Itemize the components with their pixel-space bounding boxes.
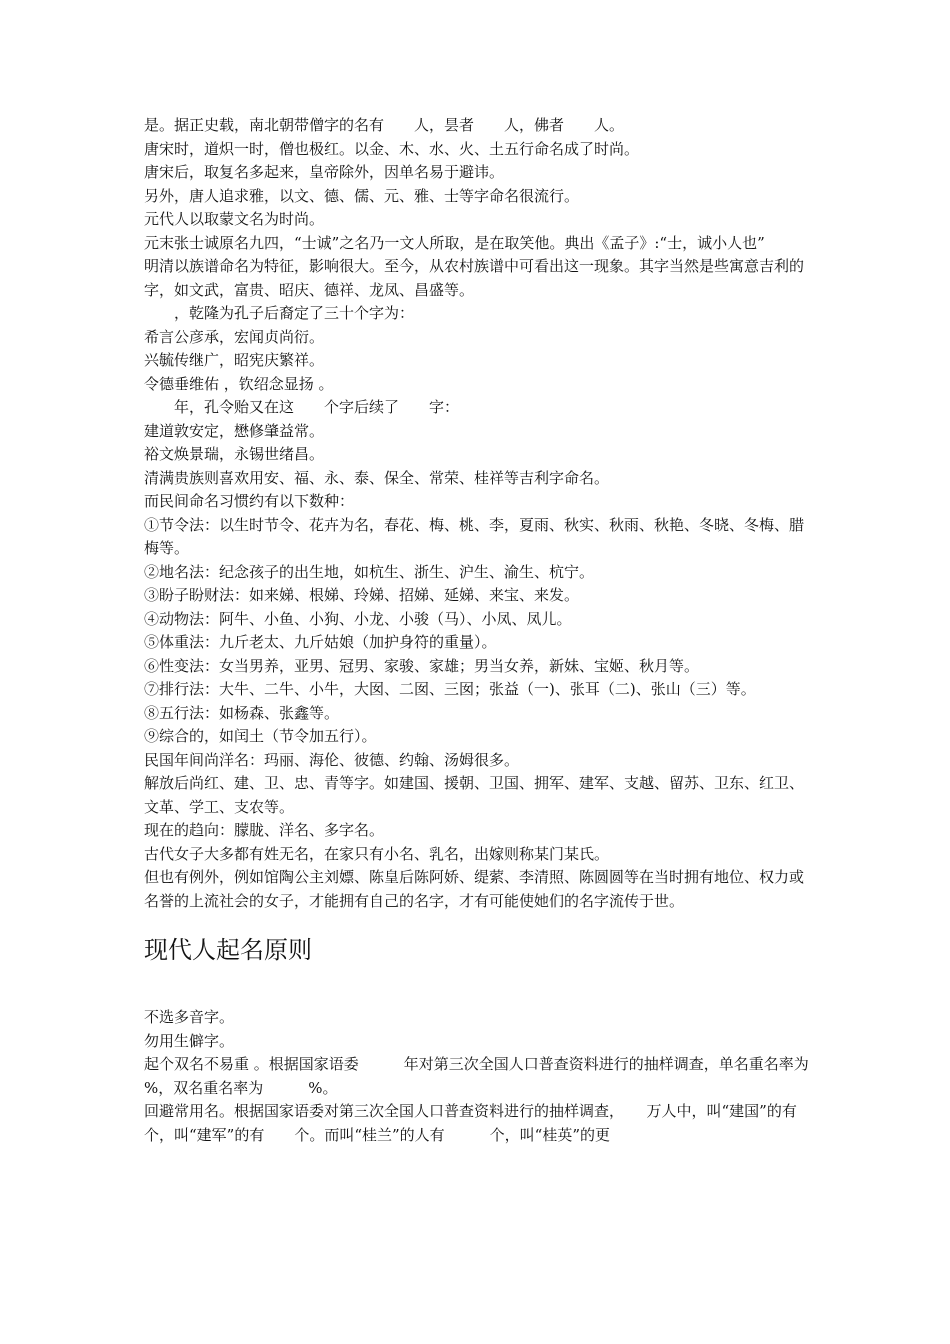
paragraph: 解放后尚红、建、卫、忠、青等字。如建国、援朝、卫国、拥军、建军、支越、留苏、卫东、红卫、文革、学工、支农等。 — [144, 774, 805, 816]
list-item: ①节令法：以生时节令、花卉为名，春花、梅、桃、李，夏雨、秋实、秋雨、秋艳、冬晓、冬梅、腊梅等。 — [144, 515, 805, 557]
paragraph: 民国年间尚洋名：玛丽、海伦、彼德、约翰、汤姆很多。 — [144, 750, 520, 769]
verse-line: 希言公彦承，宏闻贞尚衍。 — [144, 327, 325, 346]
list-item: ⑧五行法：如杨森、张鑫等。 — [144, 703, 340, 722]
list-item: ⑥性变法：女当男养，亚男、冠男、家骏、家雄；男当女养，新妹、宝姬、秋月等。 — [144, 656, 700, 675]
list-item: ③盼子盼财法：如来娣、根娣、玲娣、招娣、延娣、来宝、来发。 — [144, 586, 580, 604]
paragraph: 起个双名不易重 。根据国家语委 年对第三次全国人口普查资料进行的抽样调查，单名重名率为 %，双名重名率为 %。 — [144, 1055, 854, 1097]
verse-line: 裕文焕景瑞，永锡世绪昌。 — [144, 445, 325, 463]
spacer — [144, 968, 814, 1006]
list-item: ⑦排行法：大牛、二牛、小牛，大囡、二囡、三囡；张益（一)、张耳（二)、张山（三）等。 — [144, 680, 756, 698]
paragraph: 元代人以取蒙文名为时尚。 — [144, 210, 325, 228]
paragraph: 年，孔令贻又在这 个字后续了 字： — [144, 398, 460, 416]
list-item: ⑨综合的，如闰土（节令加五行）。 — [144, 727, 377, 745]
section-heading: 现代人起名原则 — [144, 936, 312, 964]
paragraph: 另外，唐人追求雅，以文、德、儒、元、雅、士等字命名很流行。 — [144, 186, 580, 205]
paragraph: 唐宋后，取复名多起来，皇帝除外，因单名易于避讳。 — [144, 163, 505, 181]
paragraph: 而民间命名习惯约有以下数种： — [144, 492, 355, 510]
list-item: ②地名法：纪念孩子的出生地，如杭生、浙生、沪生、渝生、杭宁。 — [144, 562, 595, 581]
paragraph: ，乾隆为孔子后裔定了三十个字为： — [144, 304, 415, 322]
paragraph: 勿用生僻字。 — [144, 1031, 235, 1050]
paragraph: 不选多音字。 — [144, 1008, 235, 1026]
paragraph: 明清以族谱命名为特征，影响很大。至今，从农村族谱中可看出这一现象。其字当然是些寓意吉利的字，如文武，富贵、昭庆、德祥、龙凤、昌盛等。 — [144, 257, 805, 299]
paragraph: 但也有例外，例如馆陶公主刘嫖、陈皇后陈阿娇、缇萦、李清照、陈圆圆等在当时拥有地位、权力或名誉的上流社会的女子，才能拥有自己的名字，才有可能使她们的名字流传于世。 — [144, 868, 805, 910]
list-item: ④动物法：阿牛、小鱼、小狗、小龙、小骏（马）、小凤、凤儿。 — [144, 609, 572, 628]
paragraph: 元末张士诚原名九四，“士诚”之名乃一文人所取，是在取笑他。典出《孟子》:“士，诚小人也” — [144, 233, 765, 252]
verse-line: 令德垂维佑 ，钦绍念显扬 。 — [144, 374, 334, 393]
paragraph: 现在的趋向：朦胧、洋名、多字名。 — [144, 821, 385, 839]
verse-line: 兴毓传继广，昭宪庆繁祥。 — [144, 351, 325, 369]
paragraph: 清满贵族则喜欢用安、福、永、泰、保全、常荣、桂祥等吉利字命名。 — [144, 468, 610, 487]
principles-section — [144, 1006, 854, 1147]
verse-line: 建道敦安定，懋修肇益常。 — [144, 421, 325, 440]
paragraph: 唐宋时，道炽一时，僧也极红。以金、木、水、火、土五行命名成了时尚。 — [144, 139, 640, 158]
list-item: ⑤体重法：九斤老太、九斤姑娘（加护身符的重量）。 — [144, 633, 497, 651]
document-page — [144, 114, 854, 1147]
paragraph: 回避常用名。根据国家语委对第三次全国人口普查资料进行的抽样调查， 万人中，叫“建国”的有 个，叫“建军”的有 个。而叫“桂兰”的人有 个，叫“桂英”的更 — [144, 1102, 827, 1144]
paragraph: 是。据正史载，南北朝带僧字的名有 人，昙者 人，佛者 人。 — [144, 116, 625, 134]
paragraph: 古代女子大多都有姓无名，在家只有小名、乳名，出嫁则称某门某氏。 — [144, 844, 610, 863]
history-section — [144, 114, 814, 913]
